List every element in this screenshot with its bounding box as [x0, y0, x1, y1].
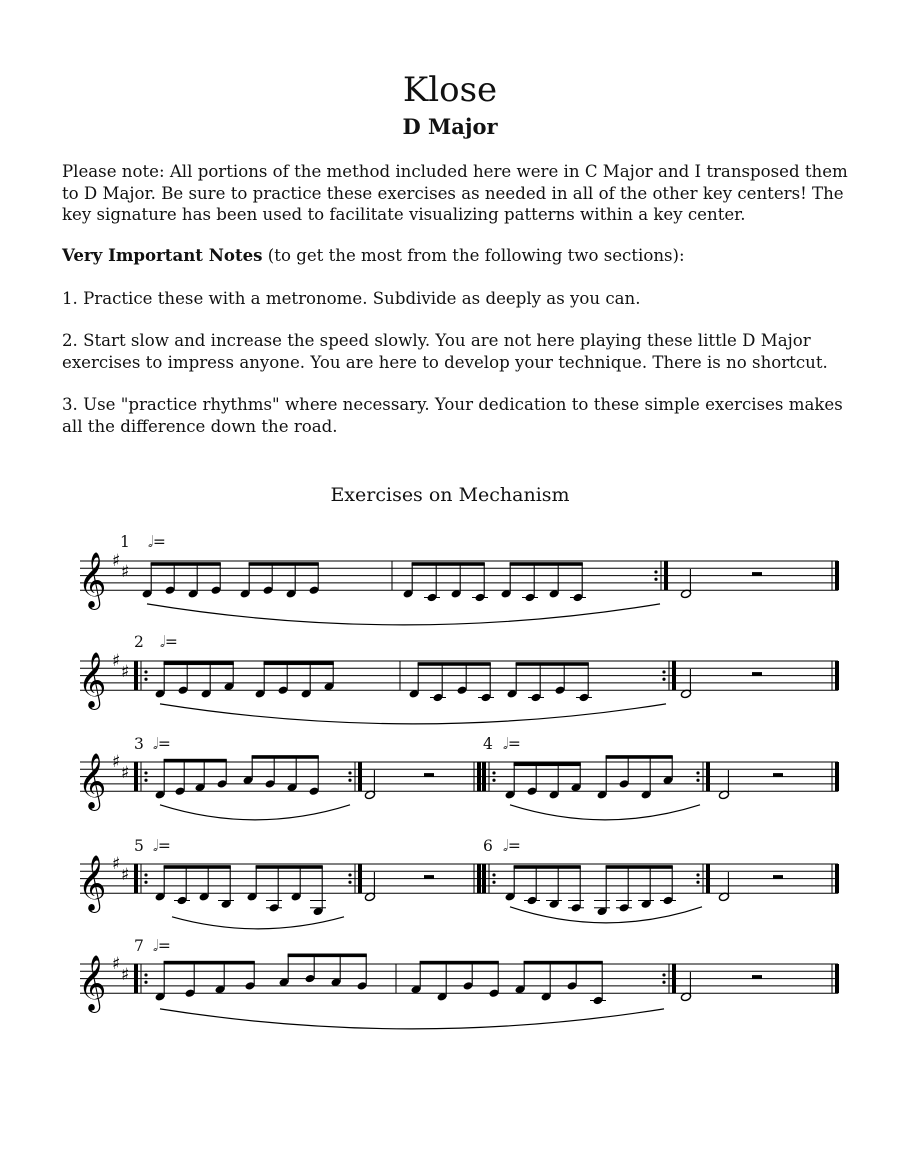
repeat-dot	[144, 973, 147, 976]
sharp-c: ♯	[121, 864, 130, 885]
repeat-start-thick	[134, 864, 138, 893]
ex1-g4-beam	[510, 562, 583, 566]
treble-clef: 𝄞	[78, 552, 107, 609]
exercise-3-tempo: 𝅗𝅥=	[153, 735, 171, 753]
page-title: Klose	[402, 70, 498, 110]
slur	[510, 805, 700, 820]
treble-clef: 𝄞	[78, 753, 107, 810]
repeat-dot	[492, 779, 495, 782]
exercise-1-number: 1	[120, 533, 130, 551]
repeat-dot	[348, 881, 351, 884]
repeat-dot	[144, 779, 147, 782]
final-barline-thick	[835, 661, 839, 690]
treble-clef: 𝄞	[78, 955, 107, 1012]
repeat-end-thick	[664, 561, 668, 590]
repeat-end-thick	[706, 762, 710, 791]
sharp-c: ♯	[121, 964, 130, 985]
half-rest	[752, 672, 762, 676]
slur	[172, 917, 344, 929]
repeat-end-thick	[672, 661, 676, 690]
final-barline-thick	[835, 762, 839, 791]
note-1-text: 1. Practice these with a metronome. Subdivide as deeply as you can.	[62, 289, 641, 308]
final-barline-thick	[477, 864, 481, 893]
repeat-dot	[654, 570, 657, 573]
repeat-dot	[144, 873, 147, 876]
ex1-g2-beam	[249, 562, 319, 566]
sharp-f: ♯	[112, 954, 121, 974]
repeat-end-thick	[358, 762, 362, 791]
ex2-g4-beam	[516, 662, 589, 666]
slur	[160, 1009, 664, 1029]
half-rest	[752, 975, 762, 979]
intro-text: Please note: All portions of the method included here were in C Major and I transposed them to D Major. Be sure to practice these exercises as needed in all of the other key centers! The key signature has been used to facilitate visualizing patterns within a key center.	[62, 162, 848, 224]
repeat-start-thick	[482, 864, 486, 893]
ex5-g1-beam	[164, 865, 231, 869]
ex7-g1-beam	[164, 961, 255, 965]
exercise-7-tempo: 𝅗𝅥=	[153, 937, 171, 955]
repeat-dot	[144, 678, 147, 681]
ex7-g3-beam	[420, 961, 499, 965]
repeat-dot	[696, 771, 699, 774]
sharp-f: ♯	[112, 551, 121, 571]
exercise-2-tempo: 𝅗𝅥=	[160, 633, 178, 651]
exercise-2-number: 2	[134, 633, 144, 651]
repeat-dot	[492, 771, 495, 774]
repeat-dot	[696, 779, 699, 782]
ex6-g2-beam	[606, 865, 673, 869]
ex2-g1-beam	[164, 661, 234, 665]
note-3-text: 3. Use "practice rhythms" where necessary. Your dedication to these simple exercises makes all the difference down the road.	[62, 395, 843, 436]
repeat-dot	[662, 670, 665, 673]
exercise-5-number: 5	[134, 837, 144, 855]
exercise-4-number: 4	[483, 735, 493, 753]
repeat-dot	[696, 873, 699, 876]
repeat-dot	[662, 973, 665, 976]
half-rest	[773, 773, 783, 777]
ex1-g1-beam	[151, 562, 221, 566]
important-heading-rest: (to get the most from the following two sections):	[262, 246, 685, 265]
repeat-start-thick	[134, 661, 138, 690]
ex4-g2-beam	[606, 755, 673, 759]
page-subtitle: D Major	[402, 114, 498, 139]
sharp-f: ♯	[112, 752, 121, 772]
sharp-c: ♯	[121, 561, 130, 582]
sharp-f: ♯	[112, 651, 121, 671]
exercise-1-tempo: 𝅗𝅥=	[148, 533, 166, 551]
ex3-g1-beam	[164, 759, 227, 763]
ex7-g4-beam	[524, 961, 603, 965]
repeat-end-thick	[358, 864, 362, 893]
exercise-4-tempo: 𝅗𝅥=	[503, 735, 521, 753]
final-barline-thick	[835, 864, 839, 893]
important-heading-bold: Very Important Notes	[62, 245, 263, 265]
repeat-dot	[492, 873, 495, 876]
repeat-dot	[696, 881, 699, 884]
half-rest	[773, 875, 783, 879]
repeat-dot	[144, 771, 147, 774]
repeat-end-thick	[672, 964, 676, 993]
half-rest	[752, 572, 762, 576]
note-2-text: 2. Start slow and increase the speed slowly. You are not here playing these little D Major exercises to impress anyone. You are here to develop your technique. There is no shortcut.	[62, 331, 828, 372]
slur	[147, 604, 660, 625]
exercise-6-number: 6	[483, 837, 493, 855]
repeat-dot	[662, 678, 665, 681]
repeat-dot	[348, 779, 351, 782]
section-title: Exercises on Mechanism	[330, 484, 570, 506]
repeat-dot	[654, 578, 657, 581]
sharp-c: ♯	[121, 762, 130, 783]
ex7-g2-beam	[288, 954, 367, 958]
final-barline-thick	[835, 561, 839, 590]
final-barline-thick	[477, 762, 481, 791]
half-rest	[424, 875, 434, 879]
repeat-dot	[144, 881, 147, 884]
ex2-g3-beam	[418, 662, 491, 666]
sharp-c: ♯	[121, 661, 130, 682]
exercise-7-number: 7	[134, 937, 144, 955]
repeat-dot	[492, 881, 495, 884]
repeat-dot	[144, 670, 147, 673]
repeat-start-thick	[482, 762, 486, 791]
repeat-start-thick	[134, 762, 138, 791]
slur	[160, 805, 350, 820]
sharp-f: ♯	[112, 854, 121, 874]
half-rest	[424, 773, 434, 777]
exercise-3-number: 3	[134, 735, 144, 753]
repeat-dot	[144, 981, 147, 984]
ex6-g1-beam	[514, 865, 581, 869]
slur	[160, 704, 666, 724]
final-barline-thick	[835, 964, 839, 993]
treble-clef: 𝄞	[78, 855, 107, 912]
ex5-g2-beam	[256, 865, 323, 869]
exercise-5-tempo: 𝅗𝅥=	[153, 837, 171, 855]
repeat-dot	[348, 771, 351, 774]
ex4-g1-beam	[514, 762, 581, 766]
repeat-start-thick	[134, 964, 138, 993]
exercise-6-tempo: 𝅗𝅥=	[503, 837, 521, 855]
ex3-g2-beam	[252, 755, 319, 759]
repeat-end-thick	[706, 864, 710, 893]
repeat-dot	[662, 981, 665, 984]
ex1-g3-beam	[412, 562, 485, 566]
ex2-g2-beam	[264, 661, 334, 665]
treble-clef: 𝄞	[78, 652, 107, 709]
repeat-dot	[348, 873, 351, 876]
